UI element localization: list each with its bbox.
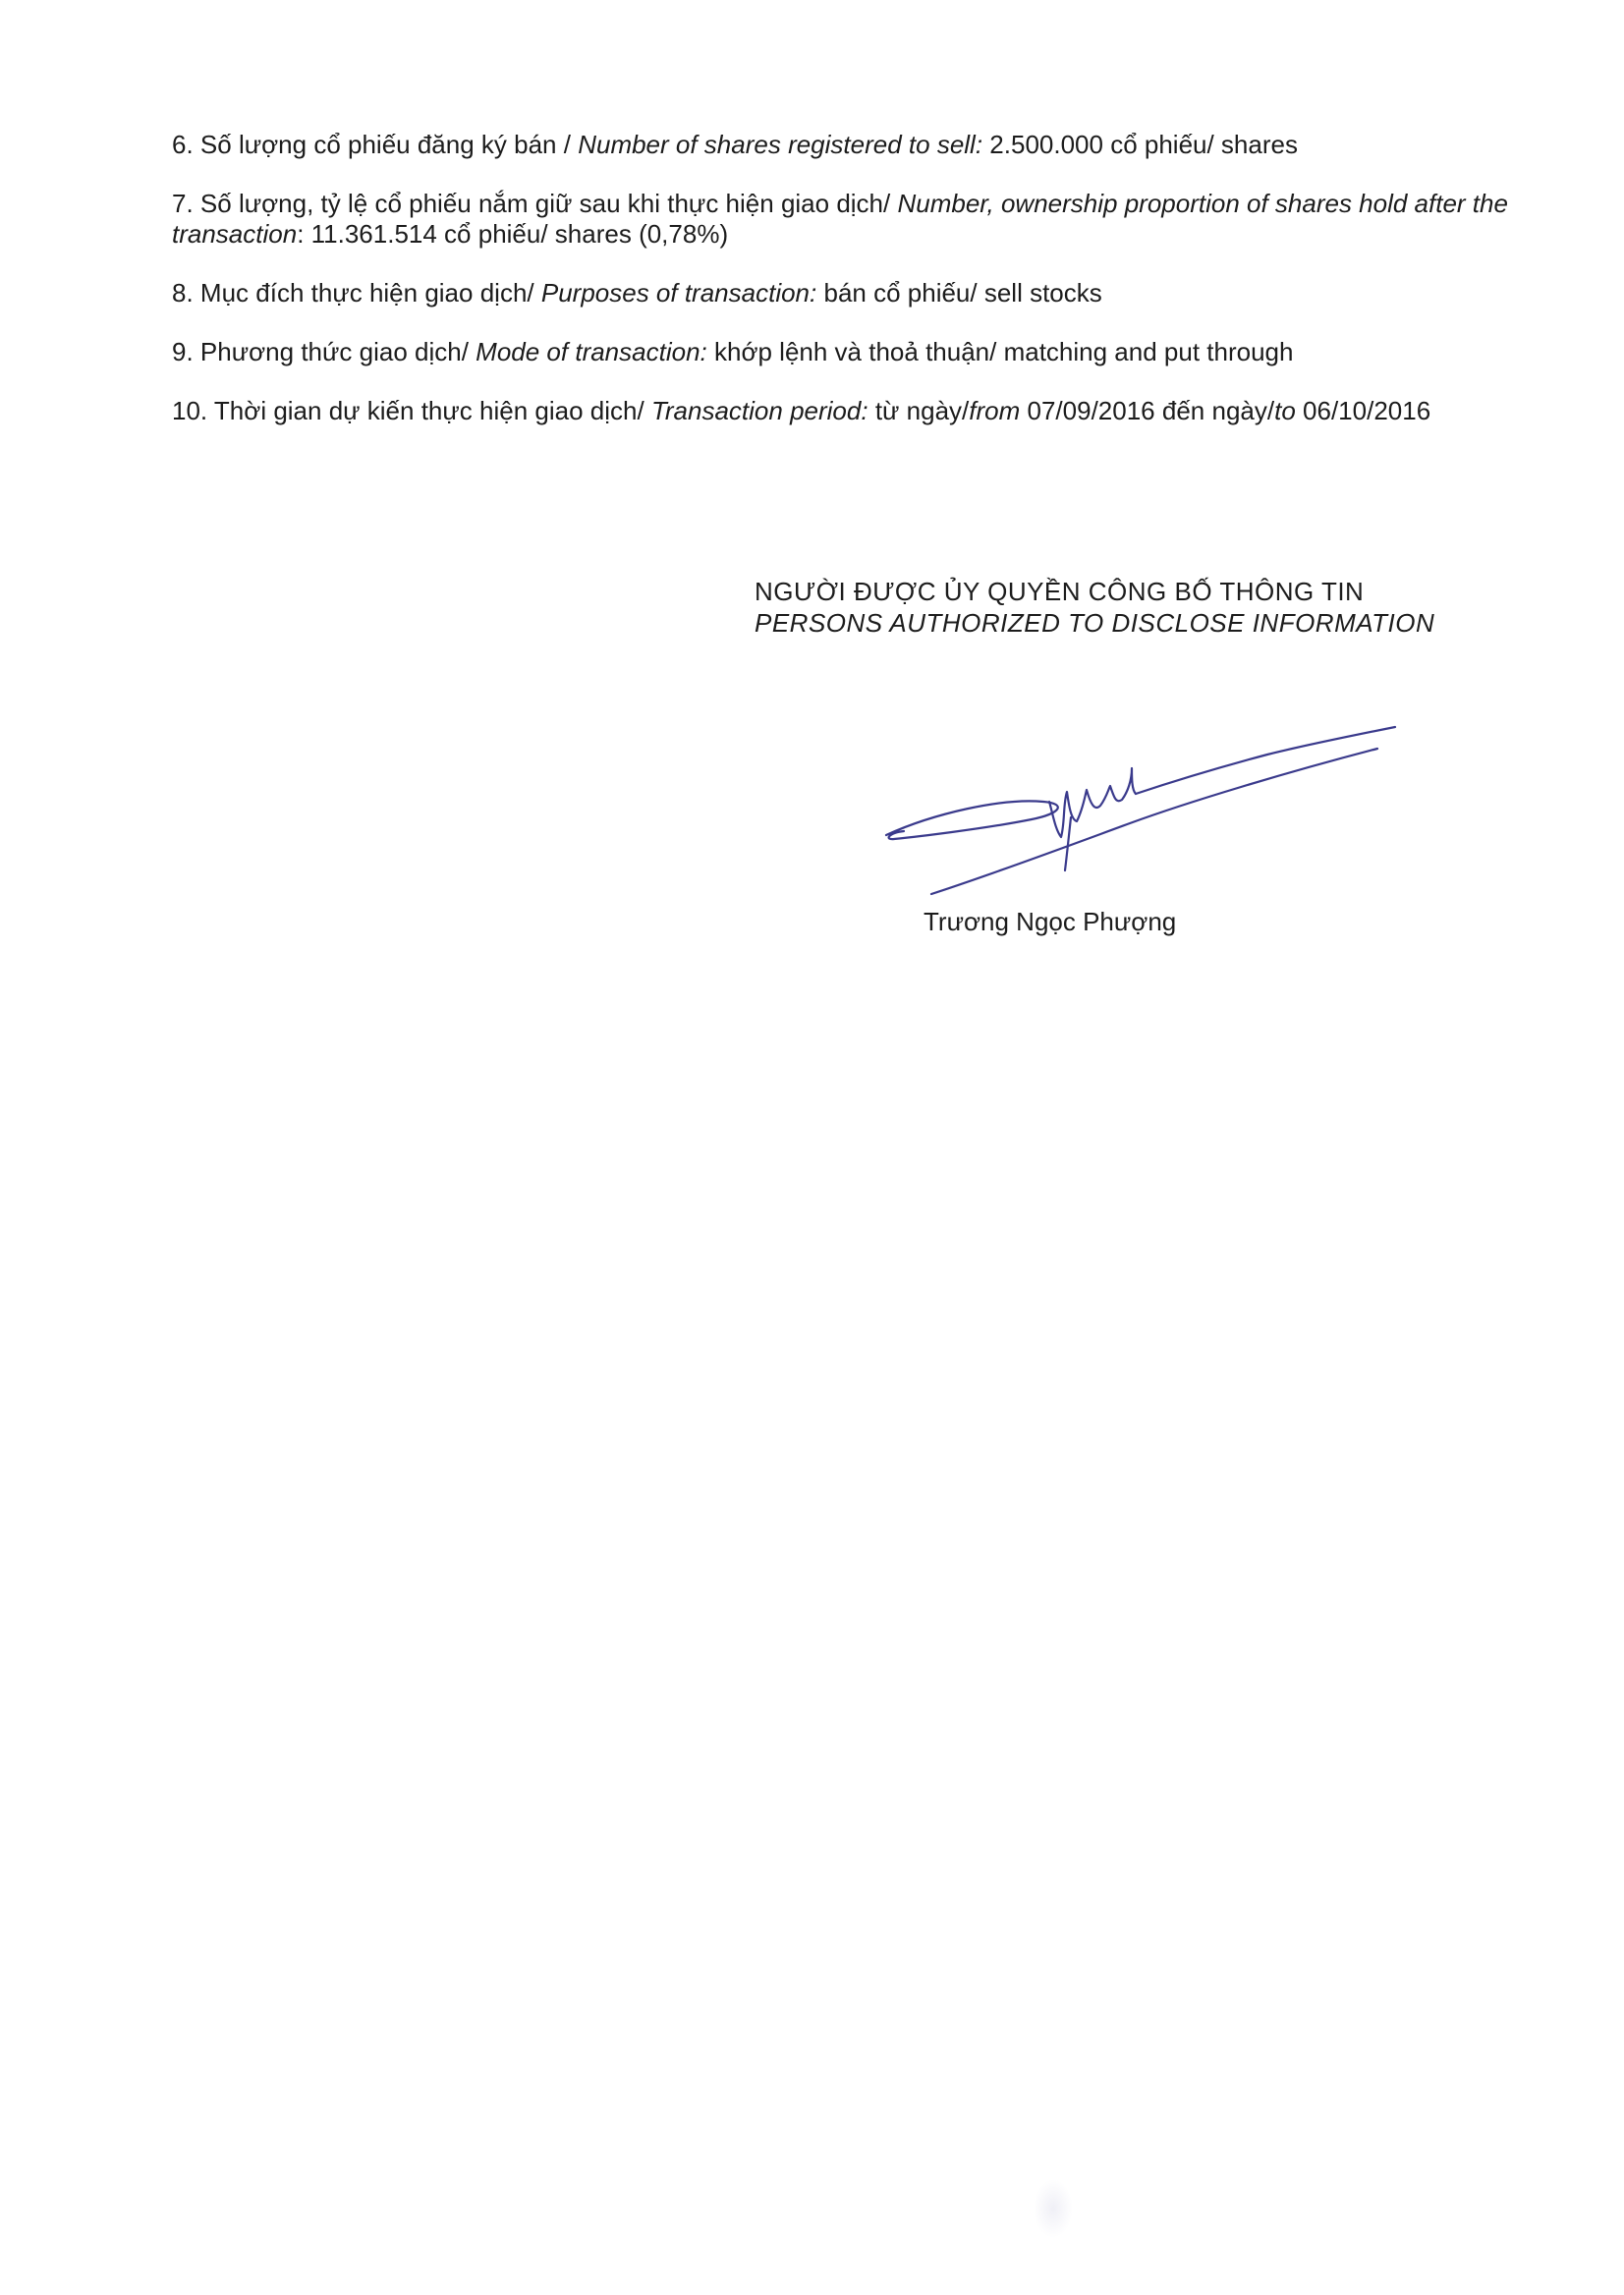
- item-number: 7.: [172, 189, 194, 218]
- handwritten-signature: [874, 707, 1405, 904]
- to-label-en: to: [1274, 396, 1296, 425]
- item-value: bán cổ phiếu/ sell stocks: [823, 278, 1102, 308]
- item-label-en: Number of shares registered to sell:: [578, 130, 983, 159]
- to-label: đến ngày/: [1161, 396, 1275, 425]
- signature-title-vi: NGƯỜI ĐƯỢC ỦY QUYỀN CÔNG BỐ THÔNG TIN: [755, 577, 1365, 606]
- item-number: 10.: [172, 396, 208, 425]
- item-text: [172, 278, 1528, 308]
- item-value: : 11.361.514 cổ phiếu/ shares (0,78%): [297, 219, 729, 249]
- from-label-en: from: [969, 396, 1021, 425]
- transaction-details-list: [172, 130, 1528, 455]
- from-label: từ ngày/: [874, 396, 970, 425]
- item-label-vi: Mục đích thực hiện giao dịch/: [199, 278, 534, 308]
- item-label-vi: Phương thức giao dịch/: [199, 337, 469, 366]
- to-date: 06/10/2016: [1303, 396, 1431, 425]
- item-text: [172, 337, 1528, 367]
- signature-block: [755, 576, 1501, 639]
- item-label-vi: Thời gian dự kiến thực hiện giao dịch/: [213, 396, 644, 425]
- item-label-vi: Số lượng, tỷ lệ cổ phiếu nắm giữ sau khi thực hiện giao dịch/: [199, 189, 891, 218]
- item-text: [172, 189, 1528, 250]
- from-date: 07/09/2016: [1027, 396, 1155, 425]
- item-label-en: Transaction period:: [650, 396, 868, 425]
- signature-title-en: PERSONS AUTHORIZED TO DISCLOSE INFORMATION: [755, 608, 1435, 638]
- item-shares-registered: [172, 130, 1528, 160]
- item-label-vi: Số lượng cổ phiếu đăng ký bán /: [199, 130, 571, 159]
- item-value: khớp lệnh và thoả thuận/ matching and put through: [713, 337, 1294, 366]
- item-label-en: Mode of transaction:: [476, 337, 707, 366]
- item-transaction-period: [172, 396, 1528, 426]
- item-number: 8.: [172, 278, 194, 308]
- scan-smudge: [1034, 2179, 1073, 2238]
- item-number: 9.: [172, 337, 194, 366]
- item-value: 2.500.000 cổ phiếu/ shares: [989, 130, 1298, 159]
- item-number: 6.: [172, 130, 194, 159]
- item-label-en: Number, ownership proportion of shares hold after the transaction: [172, 189, 1508, 249]
- item-text: [172, 396, 1528, 426]
- item-label-en: Purposes of transaction:: [540, 278, 817, 308]
- item-text: [172, 130, 1528, 160]
- item-purpose: [172, 278, 1528, 308]
- item-shares-after-transaction: [172, 189, 1528, 250]
- signer-name: Trương Ngọc Phượng: [924, 907, 1177, 936]
- item-mode: [172, 337, 1528, 367]
